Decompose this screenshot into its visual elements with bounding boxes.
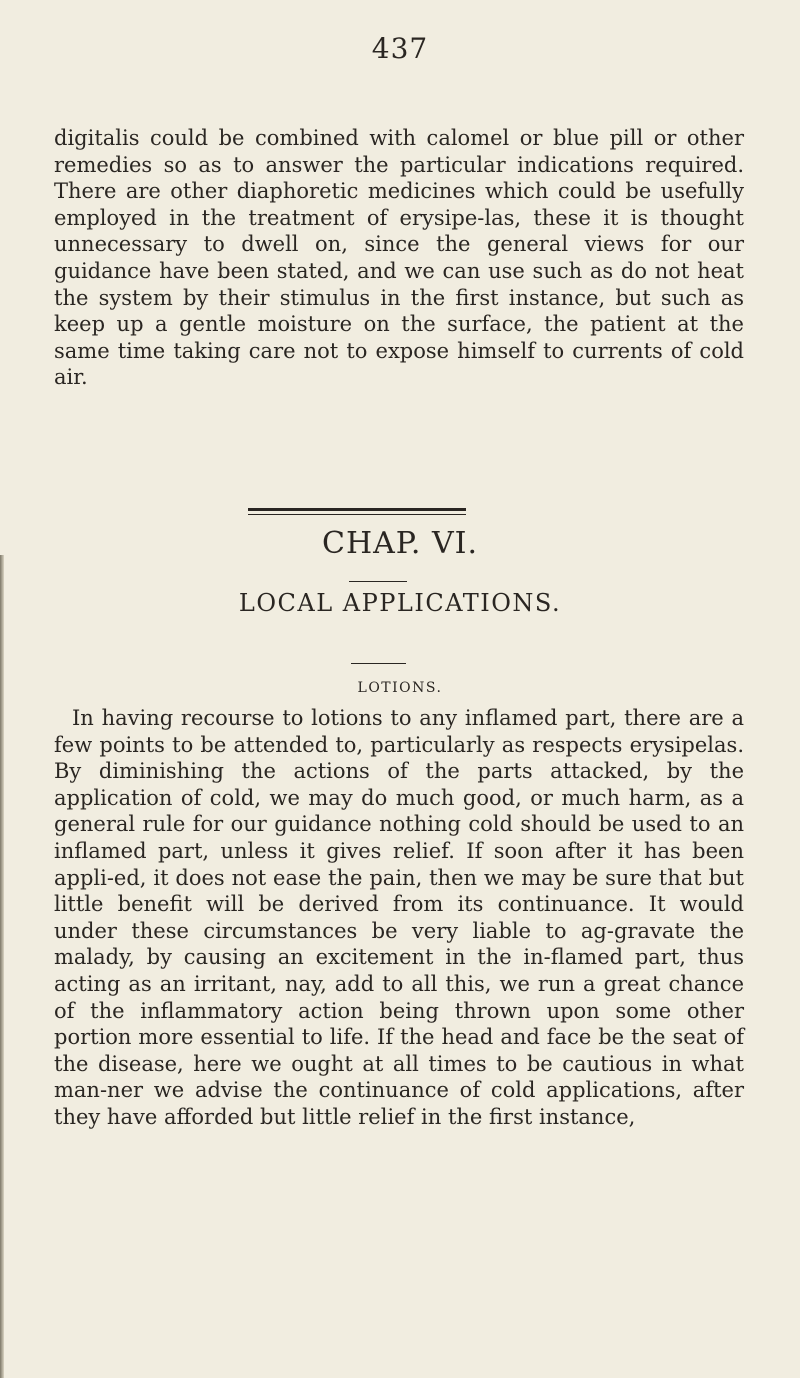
subsection-heading: LOTIONS.: [357, 680, 443, 696]
short-divider: [351, 663, 406, 664]
page-number: 437: [371, 32, 429, 65]
section-heading: LOCAL APPLICATIONS.: [238, 589, 562, 617]
paragraph-continued: digitalis could be combined with calomel or blue pill or other remedies so as to answer the particular indications required. There are other diaphoretic medicines which could be usefully employed in the treatment of erysipe-las, these it is thought unnecessary to dwell on, since the general views for our guidance have been stated, and we can use such as do not heat the system by their stimulus in the first instance, but such as keep up a gentle moisture on the surface, the patient at the same time taking care not to expose himself to currents of cold air.: [54, 126, 744, 390]
chapter-heading: CHAP. VI.: [321, 526, 478, 561]
short-divider: [349, 581, 407, 582]
paragraph-lotions: In having recourse to lotions to any inflamed part, there are a few points to be attended to, particularly as respects erysipelas. By diminishing the actions of the parts attacked, by the application of cold, we may do much good, or much harm, as a general rule for our guidance nothing cold should be used to an inflamed part, unless it gives relief. If soon after it has been appli-ed, it does not ease the pain, then we may be sure that but little benefit will be derived from its continuance. It would under these circumstances be very liable to ag-gravate the malady, by causing an excitement in the in-flamed part, thus acting as an irritant, nay, add to all this, we run a great chance of the inflammatory action being thrown upon some other portion more essential to life. If the head and face be the seat of the disease, here we ought at all times to be cautious in what man-ner we advise the continuance of cold applications, after they have afforded but little relief in the first instance,: [54, 706, 744, 1129]
page-edge-shadow: [0, 555, 4, 1378]
